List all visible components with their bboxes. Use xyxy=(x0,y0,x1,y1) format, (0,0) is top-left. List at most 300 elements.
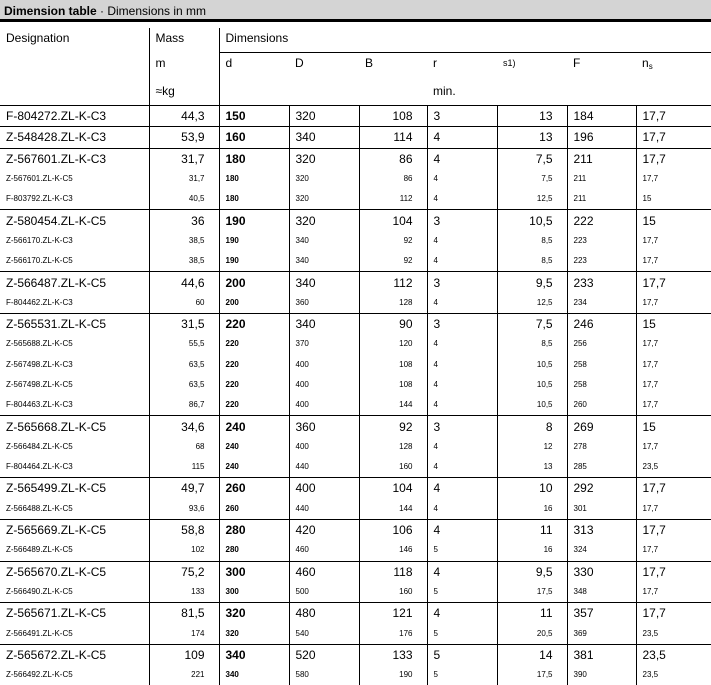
d-cell: 220 xyxy=(219,355,289,375)
header-blank-7 xyxy=(567,81,636,106)
n-cell: 17,7 xyxy=(636,582,711,603)
s-cell: 8,5 xyxy=(497,334,567,354)
table-row xyxy=(0,106,711,127)
s-cell: 14 xyxy=(497,644,567,665)
n-cell: 17,7 xyxy=(636,293,711,314)
D-cell: 400 xyxy=(289,437,359,457)
r-cell: 3 xyxy=(427,313,497,334)
d-cell: 200 xyxy=(219,293,289,314)
s-cell: 12 xyxy=(497,437,567,457)
B-cell: 92 xyxy=(359,251,427,272)
F-cell: 330 xyxy=(567,561,636,582)
r-cell: 5 xyxy=(427,644,497,665)
r-cell: 3 xyxy=(427,210,497,231)
designation-cell: Z-566490.ZL-K-C5 xyxy=(6,586,73,596)
r-cell: 5 xyxy=(427,582,497,603)
r-cell: 4 xyxy=(427,437,497,457)
designation-cell: Z-567601.ZL-K-C3 xyxy=(0,148,149,169)
header-blank-6 xyxy=(497,81,567,106)
d-cell: 180 xyxy=(219,148,289,169)
header-blank-3 xyxy=(219,81,289,106)
D-cell: 540 xyxy=(289,623,359,644)
d-cell: 280 xyxy=(219,519,289,540)
designation-cell: Z-565669.ZL-K-C5 xyxy=(0,519,149,540)
F-cell: 348 xyxy=(567,582,636,603)
header-row-1 xyxy=(0,28,711,53)
title-bold: Dimension table xyxy=(4,4,97,18)
r-cell: 4 xyxy=(427,375,497,395)
s-cell: 8 xyxy=(497,416,567,437)
table-title xyxy=(0,0,711,22)
mass-cell: 81,5 xyxy=(149,603,219,624)
d-cell: 180 xyxy=(219,169,289,189)
D-cell: 340 xyxy=(289,272,359,293)
D-cell: 320 xyxy=(289,106,359,127)
d-cell: 240 xyxy=(219,416,289,437)
F-cell: 223 xyxy=(567,231,636,251)
designation-cell: Z-548428.ZL-K-C3 xyxy=(0,127,149,148)
D-cell: 460 xyxy=(289,540,359,561)
mass-cell: 109 xyxy=(149,644,219,665)
D-cell: 520 xyxy=(289,644,359,665)
designation-cell: Z-565668.ZL-K-C5 xyxy=(0,416,149,437)
designation-cell: F-803792.ZL-K-C3 xyxy=(6,194,73,204)
n-cell: 15 xyxy=(636,210,711,231)
designation-cell: Z-566484.ZL-K-C5 xyxy=(6,441,73,451)
s-cell: 10,5 xyxy=(497,355,567,375)
header-n-subscript: s xyxy=(648,62,653,71)
F-cell: 211 xyxy=(567,148,636,169)
designation-cell: Z-566488.ZL-K-C5 xyxy=(6,503,73,513)
table-row xyxy=(0,355,711,375)
D-cell: 500 xyxy=(289,582,359,603)
s-cell: 8,5 xyxy=(497,251,567,272)
table-row xyxy=(0,293,711,314)
D-cell: 340 xyxy=(289,231,359,251)
B-cell: 108 xyxy=(359,375,427,395)
table-row xyxy=(0,169,711,189)
r-cell: 4 xyxy=(427,148,497,169)
mass-cell: 75,2 xyxy=(149,561,219,582)
r-cell: 4 xyxy=(427,478,497,499)
mass-cell: 36 xyxy=(149,210,219,231)
n-cell: 17,7 xyxy=(636,251,711,272)
B-cell: 120 xyxy=(359,334,427,354)
D-cell: 400 xyxy=(289,478,359,499)
r-cell: 4 xyxy=(427,395,497,416)
mass-cell: 44,3 xyxy=(149,106,219,127)
r-cell: 4 xyxy=(427,603,497,624)
designation-cell: Z-566489.ZL-K-C5 xyxy=(6,545,73,555)
d-cell: 300 xyxy=(219,582,289,603)
F-cell: 269 xyxy=(567,416,636,437)
F-cell: 258 xyxy=(567,375,636,395)
table-row xyxy=(0,519,711,540)
header-blank xyxy=(0,53,149,82)
n-cell: 23,5 xyxy=(636,665,711,685)
n-cell: 17,7 xyxy=(636,375,711,395)
F-cell: 233 xyxy=(567,272,636,293)
n-cell: 17,7 xyxy=(636,540,711,561)
s-cell: 9,5 xyxy=(497,272,567,293)
header-blank-4 xyxy=(289,81,359,106)
s-cell: 12,5 xyxy=(497,189,567,210)
header-dimensions: Dimensions xyxy=(219,28,711,53)
d-cell: 220 xyxy=(219,395,289,416)
d-cell: 220 xyxy=(219,375,289,395)
B-cell: 86 xyxy=(359,148,427,169)
d-cell: 240 xyxy=(219,457,289,478)
D-cell: 480 xyxy=(289,603,359,624)
designation-cell: F-804464.ZL-K-C3 xyxy=(6,462,73,472)
mass-cell: 31,7 xyxy=(149,148,219,169)
n-cell: 17,7 xyxy=(636,395,711,416)
F-cell: 196 xyxy=(567,127,636,148)
table-row xyxy=(0,644,711,665)
n-cell: 17,7 xyxy=(636,519,711,540)
d-cell: 190 xyxy=(219,210,289,231)
D-cell: 320 xyxy=(289,169,359,189)
F-cell: 223 xyxy=(567,251,636,272)
s-cell: 12,5 xyxy=(497,293,567,314)
D-cell: 320 xyxy=(289,210,359,231)
B-cell: 144 xyxy=(359,395,427,416)
D-cell: 320 xyxy=(289,148,359,169)
B-cell: 114 xyxy=(359,127,427,148)
D-cell: 320 xyxy=(289,189,359,210)
table-row xyxy=(0,540,711,561)
B-cell: 104 xyxy=(359,478,427,499)
n-cell: 17,7 xyxy=(636,169,711,189)
r-cell: 4 xyxy=(427,457,497,478)
B-cell: 92 xyxy=(359,416,427,437)
table-row xyxy=(0,603,711,624)
mass-cell: 63,5 xyxy=(149,355,219,375)
F-cell: 234 xyxy=(567,293,636,314)
F-cell: 258 xyxy=(567,355,636,375)
mass-cell: 38,5 xyxy=(149,231,219,251)
header-blank-2 xyxy=(0,81,149,106)
table-row xyxy=(0,561,711,582)
B-cell: 112 xyxy=(359,272,427,293)
header-designation: Designation xyxy=(6,31,70,45)
F-cell: 292 xyxy=(567,478,636,499)
mass-cell: 60 xyxy=(149,293,219,314)
F-cell: 301 xyxy=(567,499,636,520)
header-row-2 xyxy=(0,53,711,82)
mass-cell: 31,5 xyxy=(149,313,219,334)
d-cell: 280 xyxy=(219,540,289,561)
mass-cell: 34,6 xyxy=(149,416,219,437)
mass-cell: 93,6 xyxy=(149,499,219,520)
D-cell: 370 xyxy=(289,334,359,354)
n-cell: 17,7 xyxy=(636,355,711,375)
s-cell: 10 xyxy=(497,478,567,499)
s-cell: 7,5 xyxy=(497,313,567,334)
B-cell: 176 xyxy=(359,623,427,644)
table-row xyxy=(0,148,711,169)
s-cell: 16 xyxy=(497,540,567,561)
D-cell: 340 xyxy=(289,313,359,334)
r-cell: 3 xyxy=(427,416,497,437)
n-cell: 17,7 xyxy=(636,148,711,169)
s-cell: 10,5 xyxy=(497,375,567,395)
s-cell: 13 xyxy=(497,127,567,148)
table-row xyxy=(0,189,711,210)
B-cell: 121 xyxy=(359,603,427,624)
F-cell: 278 xyxy=(567,437,636,457)
d-cell: 340 xyxy=(219,644,289,665)
r-cell: 4 xyxy=(427,127,497,148)
s-cell: 16 xyxy=(497,499,567,520)
F-cell: 222 xyxy=(567,210,636,231)
n-cell: 17,7 xyxy=(636,231,711,251)
table-row xyxy=(0,210,711,231)
d-cell: 150 xyxy=(219,106,289,127)
F-cell: 357 xyxy=(567,603,636,624)
r-cell: 4 xyxy=(427,231,497,251)
designation-cell: Z-565672.ZL-K-C5 xyxy=(0,644,149,665)
n-cell: 15 xyxy=(636,313,711,334)
D-cell: 340 xyxy=(289,127,359,148)
B-cell: 106 xyxy=(359,519,427,540)
d-cell: 200 xyxy=(219,272,289,293)
designation-cell: Z-566170.ZL-K-C3 xyxy=(6,235,73,245)
D-cell: 440 xyxy=(289,457,359,478)
header-n-symbol: n xyxy=(642,56,649,70)
d-cell: 260 xyxy=(219,478,289,499)
F-cell: 260 xyxy=(567,395,636,416)
mass-cell: 63,5 xyxy=(149,375,219,395)
B-cell: 86 xyxy=(359,169,427,189)
s-cell: 17,5 xyxy=(497,582,567,603)
designation-cell: Z-565531.ZL-K-C5 xyxy=(0,313,149,334)
r-cell: 5 xyxy=(427,623,497,644)
table-row xyxy=(0,623,711,644)
s-cell: 11 xyxy=(497,603,567,624)
s-cell: 13 xyxy=(497,457,567,478)
n-cell: 17,7 xyxy=(636,106,711,127)
mass-cell: 31,7 xyxy=(149,169,219,189)
designation-cell: Z-566492.ZL-K-C5 xyxy=(6,670,73,680)
mass-cell: 53,9 xyxy=(149,127,219,148)
header-mass-unit: ≈kg xyxy=(149,81,219,106)
table-row xyxy=(0,334,711,354)
header-blank-5 xyxy=(359,81,427,106)
D-cell: 360 xyxy=(289,416,359,437)
table-row xyxy=(0,582,711,603)
header-n xyxy=(636,53,711,82)
r-cell: 4 xyxy=(427,334,497,354)
B-cell: 108 xyxy=(359,355,427,375)
F-cell: 211 xyxy=(567,189,636,210)
mass-cell: 133 xyxy=(149,582,219,603)
table-row xyxy=(0,437,711,457)
s-cell: 20,5 xyxy=(497,623,567,644)
mass-cell: 58,8 xyxy=(149,519,219,540)
mass-cell: 68 xyxy=(149,437,219,457)
F-cell: 369 xyxy=(567,623,636,644)
F-cell: 184 xyxy=(567,106,636,127)
B-cell: 133 xyxy=(359,644,427,665)
d-cell: 190 xyxy=(219,251,289,272)
B-cell: 112 xyxy=(359,189,427,210)
header-d: d xyxy=(219,53,289,82)
designation-cell: F-804272.ZL-K-C3 xyxy=(0,106,149,127)
r-cell: 3 xyxy=(427,272,497,293)
header-r-min: min. xyxy=(433,84,456,98)
mass-cell: 86,7 xyxy=(149,395,219,416)
designation-cell: Z-565499.ZL-K-C5 xyxy=(0,478,149,499)
designation-cell: Z-566491.ZL-K-C5 xyxy=(6,628,73,638)
mass-cell: 44,6 xyxy=(149,272,219,293)
mass-cell: 38,5 xyxy=(149,251,219,272)
d-cell: 320 xyxy=(219,603,289,624)
r-cell: 4 xyxy=(427,169,497,189)
n-cell: 15 xyxy=(636,189,711,210)
s-cell: 10,5 xyxy=(497,210,567,231)
r-cell: 4 xyxy=(427,561,497,582)
n-cell: 17,7 xyxy=(636,334,711,354)
d-cell: 160 xyxy=(219,127,289,148)
designation-cell: Z-567601.ZL-K-C5 xyxy=(6,174,73,184)
table-row xyxy=(0,416,711,437)
s-cell: 7,5 xyxy=(497,148,567,169)
D-cell: 340 xyxy=(289,251,359,272)
B-cell: 90 xyxy=(359,313,427,334)
designation-cell: Z-566487.ZL-K-C5 xyxy=(0,272,149,293)
D-cell: 420 xyxy=(289,519,359,540)
F-cell: 256 xyxy=(567,334,636,354)
designation-cell: Z-567498.ZL-K-C3 xyxy=(6,359,73,369)
B-cell: 104 xyxy=(359,210,427,231)
F-cell: 381 xyxy=(567,644,636,665)
B-cell: 128 xyxy=(359,437,427,457)
mass-cell: 49,7 xyxy=(149,478,219,499)
s-cell: 8,5 xyxy=(497,231,567,251)
table-row xyxy=(0,457,711,478)
table-row xyxy=(0,395,711,416)
s-cell: 7,5 xyxy=(497,169,567,189)
n-cell: 23,5 xyxy=(636,644,711,665)
designation-cell: Z-580454.ZL-K-C5 xyxy=(0,210,149,231)
mass-cell: 174 xyxy=(149,623,219,644)
designation-cell: Z-566170.ZL-K-C5 xyxy=(6,256,73,266)
F-cell: 390 xyxy=(567,665,636,685)
dimension-table xyxy=(0,28,711,685)
s-cell: 17,5 xyxy=(497,665,567,685)
D-cell: 460 xyxy=(289,561,359,582)
s-cell: 13 xyxy=(497,106,567,127)
B-cell: 118 xyxy=(359,561,427,582)
B-cell: 92 xyxy=(359,231,427,251)
mass-cell: 115 xyxy=(149,457,219,478)
s-cell: 11 xyxy=(497,519,567,540)
r-cell: 4 xyxy=(427,499,497,520)
D-cell: 360 xyxy=(289,293,359,314)
title-rest: · Dimensions in mm xyxy=(96,4,207,18)
header-s: s1) xyxy=(503,58,516,68)
n-cell: 23,5 xyxy=(636,457,711,478)
B-cell: 146 xyxy=(359,540,427,561)
F-cell: 313 xyxy=(567,519,636,540)
d-cell: 190 xyxy=(219,231,289,251)
mass-cell: 221 xyxy=(149,665,219,685)
mass-cell: 55,5 xyxy=(149,334,219,354)
n-cell: 17,7 xyxy=(636,272,711,293)
n-cell: 17,7 xyxy=(636,127,711,148)
n-cell: 17,7 xyxy=(636,437,711,457)
B-cell: 160 xyxy=(359,457,427,478)
D-cell: 580 xyxy=(289,665,359,685)
D-cell: 400 xyxy=(289,395,359,416)
table-row xyxy=(0,499,711,520)
table-row xyxy=(0,375,711,395)
table-row xyxy=(0,251,711,272)
designation-cell: F-804463.ZL-K-C3 xyxy=(6,400,73,410)
d-cell: 220 xyxy=(219,313,289,334)
d-cell: 300 xyxy=(219,561,289,582)
header-mass: Mass xyxy=(149,28,219,53)
B-cell: 190 xyxy=(359,665,427,685)
d-cell: 320 xyxy=(219,623,289,644)
F-cell: 285 xyxy=(567,457,636,478)
r-cell: 5 xyxy=(427,665,497,685)
designation-cell: Z-565671.ZL-K-C5 xyxy=(0,603,149,624)
s-cell: 10,5 xyxy=(497,395,567,416)
r-cell: 4 xyxy=(427,189,497,210)
header-r: r xyxy=(433,56,437,70)
r-cell: 3 xyxy=(427,106,497,127)
r-cell: 5 xyxy=(427,540,497,561)
n-cell: 17,7 xyxy=(636,478,711,499)
table-row xyxy=(0,231,711,251)
r-cell: 4 xyxy=(427,293,497,314)
F-cell: 211 xyxy=(567,169,636,189)
n-cell: 17,7 xyxy=(636,499,711,520)
designation-cell: Z-565688.ZL-K-C5 xyxy=(6,339,73,349)
r-cell: 4 xyxy=(427,519,497,540)
B-cell: 144 xyxy=(359,499,427,520)
B-cell: 160 xyxy=(359,582,427,603)
D-cell: 400 xyxy=(289,375,359,395)
r-cell: 4 xyxy=(427,355,497,375)
mass-cell: 40,5 xyxy=(149,189,219,210)
header-B: B xyxy=(365,56,374,70)
r-cell: 4 xyxy=(427,251,497,272)
n-cell: 17,7 xyxy=(636,603,711,624)
F-cell: 324 xyxy=(567,540,636,561)
d-cell: 220 xyxy=(219,334,289,354)
table-row xyxy=(0,665,711,685)
header-F: F xyxy=(573,56,581,70)
mass-cell: 102 xyxy=(149,540,219,561)
D-cell: 440 xyxy=(289,499,359,520)
designation-cell: F-804462.ZL-K-C3 xyxy=(6,297,73,307)
table-row xyxy=(0,127,711,148)
d-cell: 260 xyxy=(219,499,289,520)
D-cell: 400 xyxy=(289,355,359,375)
s-cell: 9,5 xyxy=(497,561,567,582)
d-cell: 180 xyxy=(219,189,289,210)
header-mass-symbol: m xyxy=(149,53,219,82)
table-row xyxy=(0,478,711,499)
header-D: D xyxy=(295,56,304,70)
d-cell: 340 xyxy=(219,665,289,685)
designation-cell: Z-565670.ZL-K-C5 xyxy=(0,561,149,582)
n-cell: 23,5 xyxy=(636,623,711,644)
header-row-3 xyxy=(0,81,711,106)
